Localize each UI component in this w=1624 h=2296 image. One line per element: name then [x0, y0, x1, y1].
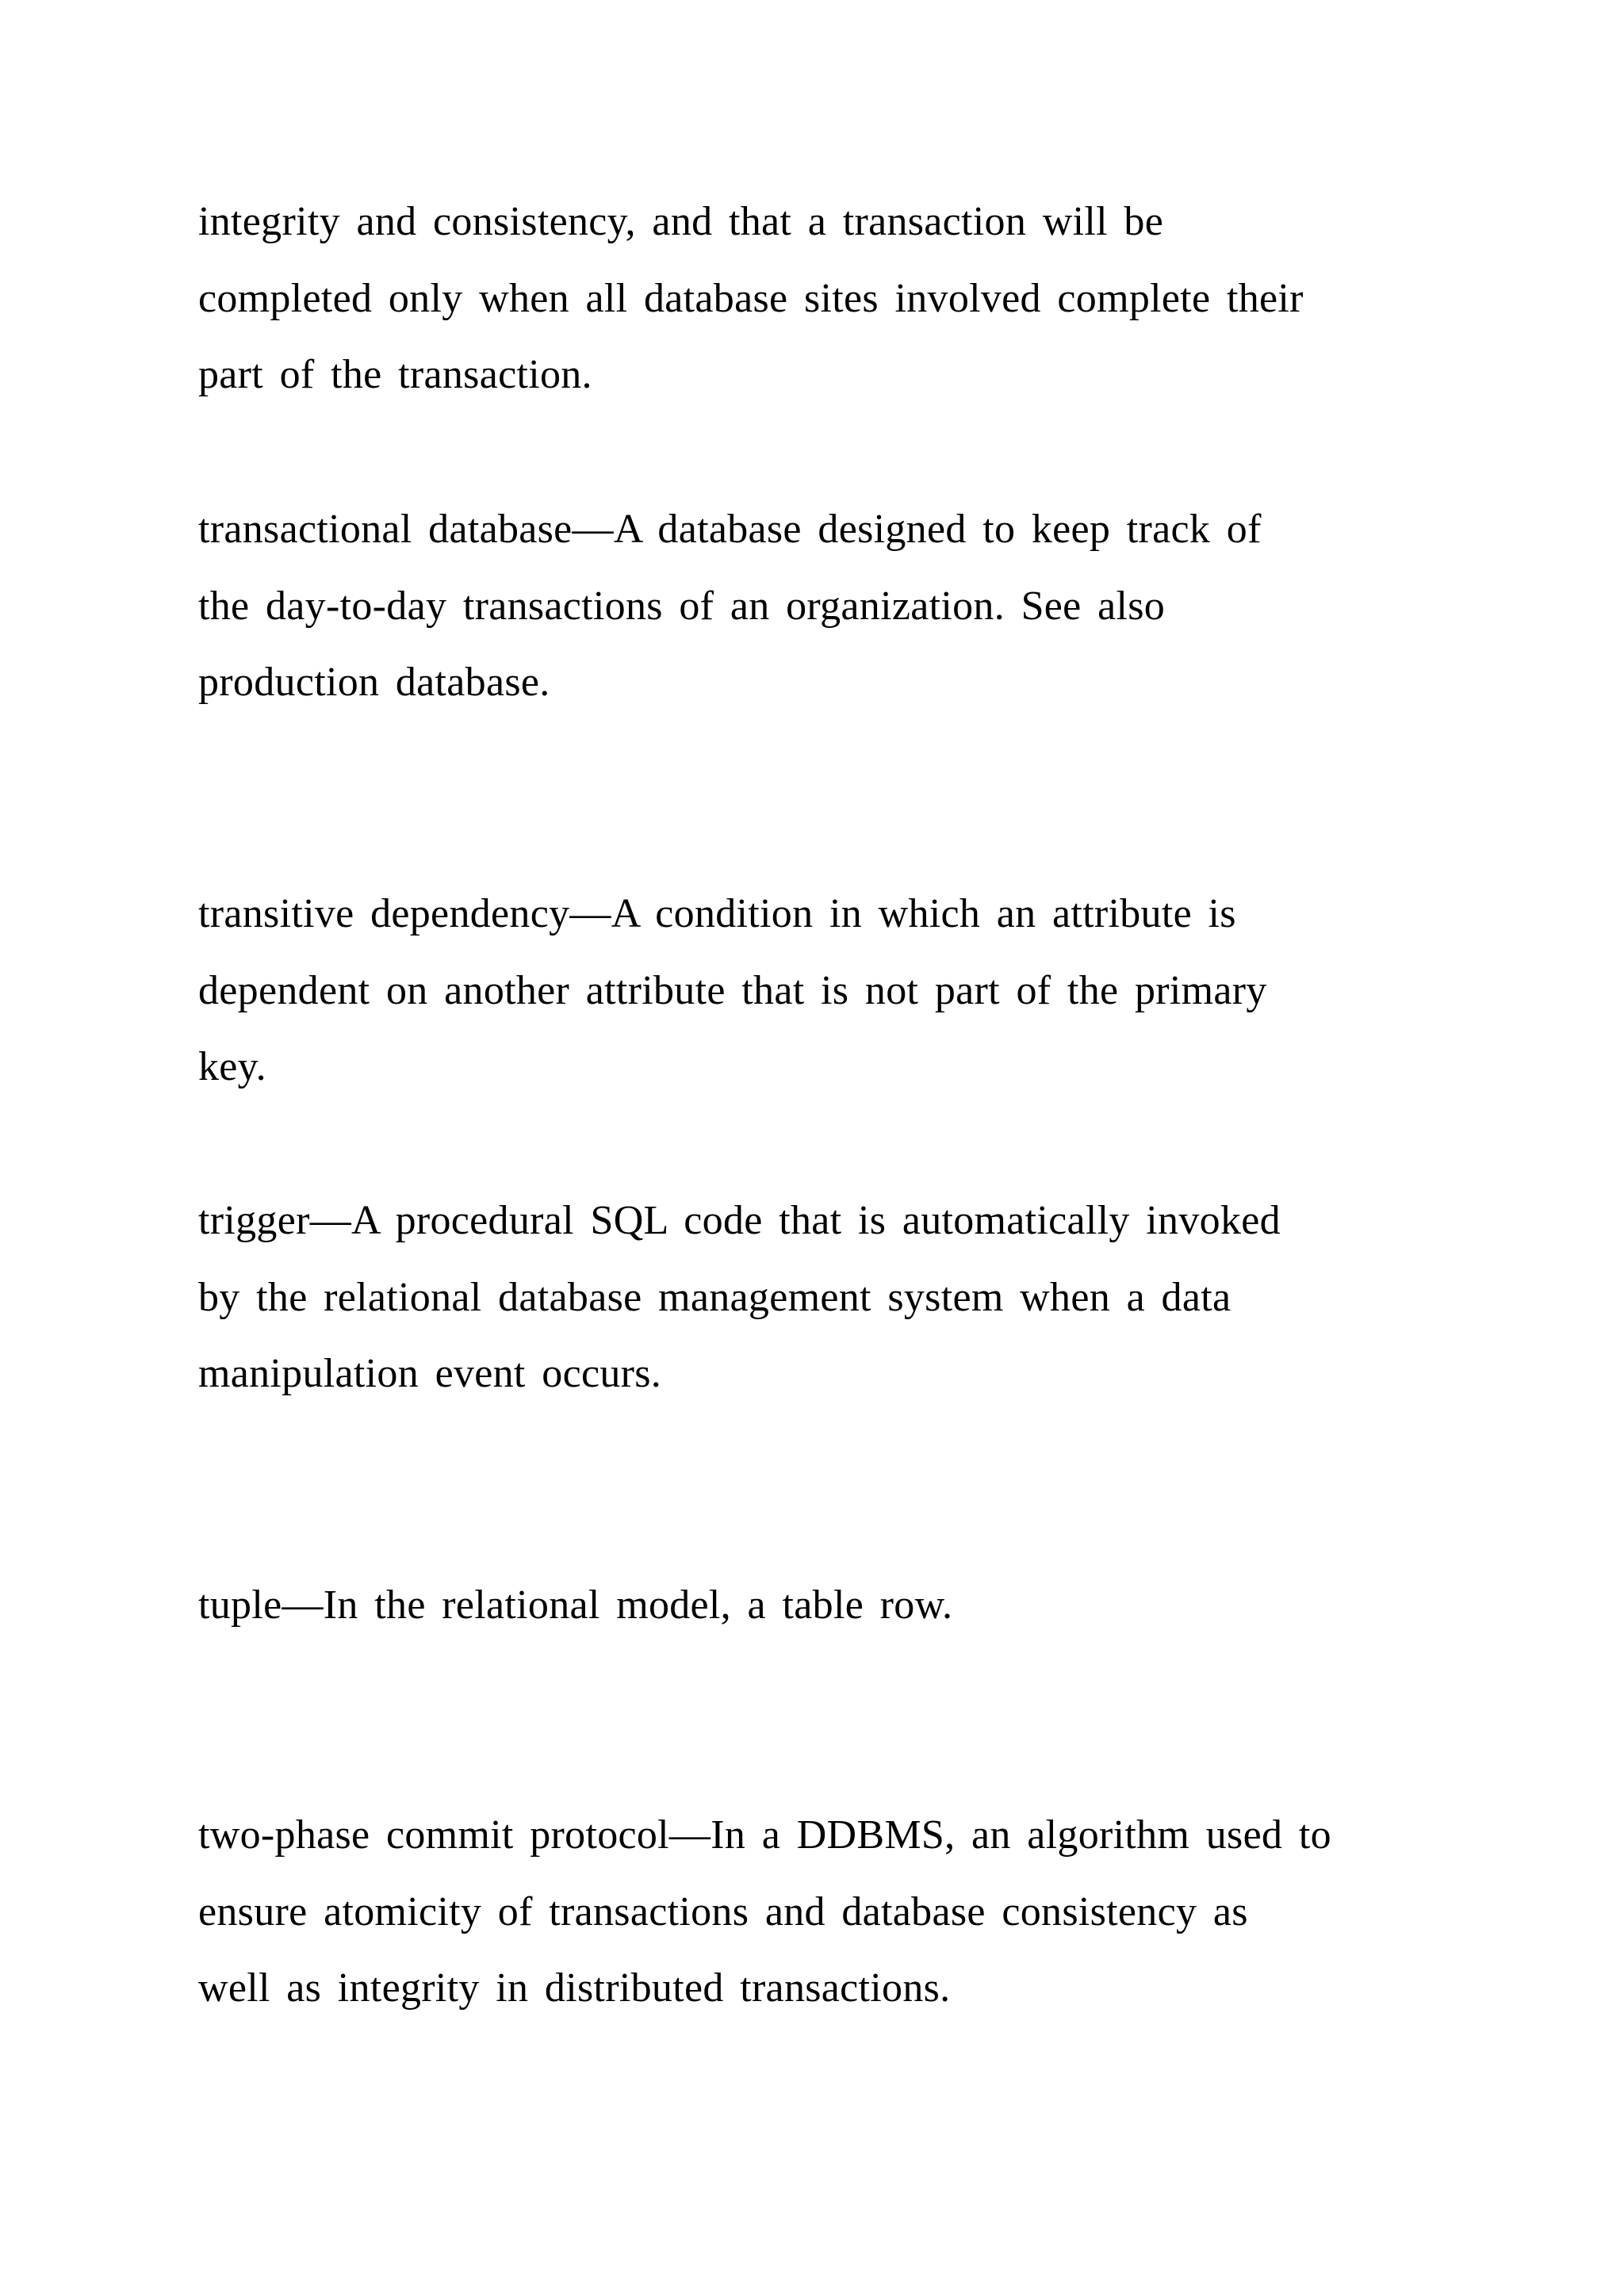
text-line: well as integrity in distributed transactions.: [198, 1965, 951, 2011]
text-line: tuple—In the relational model, a table row.: [198, 1582, 953, 1628]
definition-transactional-database: [198, 492, 1262, 721]
definition-trigger: [198, 1183, 1281, 1413]
text-line: dependent on another attribute that is not part of the primary: [198, 967, 1267, 1013]
text-line: production database.: [198, 660, 550, 705]
text-line: trigger—A procedural SQL code that is automatically invoked: [198, 1198, 1281, 1243]
text-line: ensure atomicity of transactions and database consistency as: [198, 1888, 1248, 1934]
text-line: transitive dependency—A condition in which an attribute is: [198, 891, 1236, 936]
definition-tuple: [198, 1567, 952, 1644]
text-line: the day-to-day transactions of an organization. See also: [198, 583, 1166, 629]
text-line: integrity and consistency, and that a transaction will be: [198, 199, 1164, 244]
text-line: by the relational database management system when a data: [198, 1274, 1231, 1320]
text-line: key.: [198, 1044, 266, 1089]
text-line: transactional database—A database designed to keep track of: [198, 507, 1262, 552]
definition-two-phase-commit-protocol: [198, 1797, 1331, 2027]
text-line: manipulation event occurs.: [198, 1351, 662, 1396]
definition-transitive-dependency: [198, 876, 1267, 1106]
definition-continuation-paragraph: [198, 184, 1304, 414]
text-line: two-phase commit protocol—In a DDBMS, an algorithm used to: [198, 1812, 1331, 1858]
text-line: completed only when all database sites involved complete their: [198, 275, 1304, 321]
text-line: part of the transaction.: [198, 352, 592, 397]
